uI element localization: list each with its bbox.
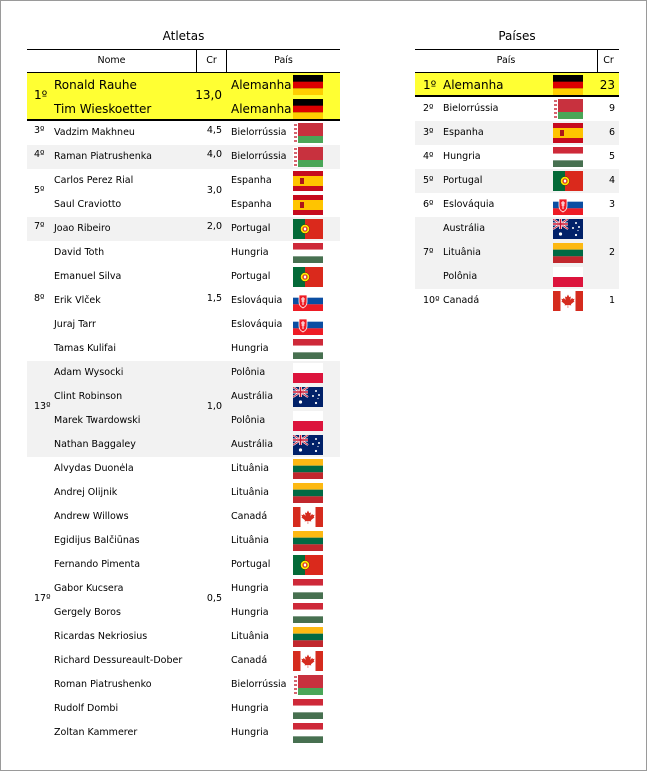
country-name: Portugal [443, 175, 483, 186]
country-name: Portugal [231, 271, 271, 282]
rank-label: 17º [34, 593, 51, 604]
header-pais: País [274, 55, 293, 66]
score-value: 9 [608, 103, 615, 114]
athlete-name: Ricardas Nekriosius [54, 631, 148, 642]
table-row [27, 169, 340, 193]
athlete-name: Adam Wysocki [54, 367, 124, 378]
table-row [415, 121, 619, 145]
country-name: Lituânia [443, 247, 481, 258]
table-row [27, 529, 340, 553]
athlete-name: Emanuel Silva [54, 271, 122, 282]
flag-sk-icon [293, 291, 323, 311]
flag-hu-icon [293, 579, 323, 599]
rank-label: 5º [34, 185, 45, 196]
country-name: Hungria [231, 607, 269, 618]
country-name: Polônia [231, 367, 266, 378]
flag-lt-icon [293, 483, 323, 503]
table-row [27, 481, 340, 505]
rank-label: 1º [34, 88, 48, 102]
flag-de-icon [293, 75, 323, 95]
country-name: Polônia [443, 271, 478, 282]
country-name: Espanha [231, 175, 272, 186]
country-group [415, 217, 619, 289]
athlete-name: Juraj Tarr [54, 319, 96, 330]
table-row [27, 697, 340, 721]
rank-label: 3º [34, 125, 45, 136]
flag-pl-icon [293, 411, 323, 431]
rank-label: 13º [34, 401, 51, 412]
flag-by-icon [293, 123, 323, 143]
flag-ca-icon [553, 291, 583, 311]
table-row [27, 361, 340, 385]
country-name: Portugal [231, 223, 271, 234]
flag-es-icon [293, 195, 323, 215]
country-name: Bielorrússia [231, 679, 287, 690]
table-row [415, 217, 619, 241]
rank-label: 6º [423, 199, 434, 210]
country-name: Bielorrússia [231, 127, 287, 138]
country-name: Austrália [231, 439, 274, 450]
flag-es-icon [553, 123, 583, 143]
country-name: Espanha [443, 127, 484, 138]
score-value: 1,5 [206, 293, 222, 304]
rank-label: 2º [423, 103, 434, 114]
rank-label: 4º [34, 149, 45, 160]
country-name: Espanha [231, 199, 272, 210]
athlete-name: Nathan Baggaley [54, 439, 136, 450]
country-name: Hungria [231, 727, 269, 738]
rank-label: 3º [423, 127, 434, 138]
flag-de-icon [293, 99, 323, 119]
athlete-name: Richard Dessureault-Dober [54, 655, 183, 666]
athlete-name: Andrew Willows [54, 511, 129, 522]
flag-pl-icon [293, 363, 323, 383]
flag-ca-icon [293, 507, 323, 527]
athlete-name: Andrej Olijnik [54, 487, 118, 498]
table-row [415, 241, 619, 265]
flag-by-icon [553, 99, 583, 119]
score-value: 4,0 [206, 149, 222, 160]
table-row [27, 217, 340, 241]
athlete-name: Roman Piatrushenko [54, 679, 152, 690]
country-name: Hungria [231, 583, 269, 594]
table-row [27, 433, 340, 457]
table-row [415, 193, 619, 217]
country-name: Bielorrússia [443, 103, 499, 114]
flag-by-icon [293, 147, 323, 167]
table-row [415, 73, 619, 97]
atletas-title: Atletas [162, 29, 205, 43]
table-row [27, 625, 340, 649]
score-value: 1,0 [206, 401, 222, 412]
header-pais: País [496, 55, 516, 66]
athlete-group [27, 361, 340, 457]
country-name: Hungria [231, 343, 269, 354]
country-group [415, 97, 619, 121]
athlete-name: David Toth [54, 247, 105, 258]
flag-pt-icon [293, 219, 323, 239]
flag-pt-icon [553, 171, 583, 191]
athlete-name: Raman Piatrushenka [54, 151, 152, 162]
country-name: Hungria [231, 247, 269, 258]
flag-hu-icon [293, 723, 323, 743]
flag-au-icon [293, 387, 323, 407]
country-group [415, 121, 619, 145]
athlete-name: Clint Robinson [54, 391, 123, 402]
athlete-name: Ronald Rauhe [54, 78, 137, 92]
athlete-group [27, 169, 340, 217]
flag-lt-icon [293, 459, 323, 479]
table-row [27, 289, 340, 313]
athlete-name: Marek Twardowski [54, 415, 141, 426]
country-name: Canadá [231, 655, 268, 666]
country-name: Hungria [231, 703, 269, 714]
score-value: 5 [608, 151, 615, 162]
table-row [27, 505, 340, 529]
country-name: Alemanha [231, 102, 292, 116]
flag-au-icon [553, 219, 583, 239]
header-nome: Nome [97, 55, 126, 66]
table-row [27, 721, 340, 745]
table-row [27, 649, 340, 673]
table-row [27, 601, 340, 625]
score-value: 23 [599, 78, 615, 92]
country-name: Eslováquia [443, 199, 495, 210]
athlete-name: Gergely Boros [54, 607, 121, 618]
athlete-group [27, 73, 340, 121]
athlete-group [27, 121, 340, 145]
flag-au-icon [293, 435, 323, 455]
header-cr: Cr [603, 55, 614, 66]
flag-de-icon [553, 75, 583, 95]
flag-hu-icon [293, 339, 323, 359]
athlete-name: Carlos Perez Rial [54, 175, 134, 186]
table-row [27, 241, 340, 265]
table-row [27, 73, 340, 97]
country-name: Austrália [443, 223, 486, 234]
paises-title: Países [498, 29, 536, 43]
athlete-name: Saul Craviotto [54, 199, 122, 210]
table-row [415, 145, 619, 169]
country-group [415, 169, 619, 193]
score-value: 0,5 [206, 593, 222, 604]
athlete-group [27, 145, 340, 169]
flag-hu-icon [293, 699, 323, 719]
athlete-name: Tamas Kulifai [54, 343, 116, 354]
country-name: Hungria [443, 151, 481, 162]
table-row [415, 265, 619, 289]
country-name: Eslováquia [231, 295, 283, 306]
country-name: Canadá [231, 511, 268, 522]
table-row [27, 265, 340, 289]
flag-by-icon [293, 675, 323, 695]
table-row [27, 121, 340, 145]
athlete-group [27, 217, 340, 241]
athlete-name: Tim Wieskoetter [54, 102, 152, 116]
score-value: 6 [608, 127, 615, 138]
flag-pl-icon [553, 267, 583, 287]
athlete-name: Alvydas Duonėla [54, 463, 134, 474]
athlete-name: Zoltan Kammerer [54, 727, 138, 738]
country-name: Lituânia [231, 487, 269, 498]
table-row [27, 313, 340, 337]
table-row [27, 97, 340, 121]
country-name: Portugal [231, 559, 271, 570]
flag-ca-icon [293, 651, 323, 671]
country-name: Alemanha [231, 78, 292, 92]
header-cr: Cr [206, 55, 217, 66]
table-row [27, 409, 340, 433]
paises-header [415, 49, 619, 73]
country-name: Austrália [231, 391, 274, 402]
table-row [27, 193, 340, 217]
country-name: Alemanha [443, 78, 504, 92]
flag-lt-icon [293, 627, 323, 647]
score-value: 3,0 [206, 185, 222, 196]
flag-es-icon [293, 171, 323, 191]
flag-pt-icon [293, 267, 323, 287]
country-name: Polônia [231, 415, 266, 426]
rank-label: 5º [423, 175, 434, 186]
rank-label: 4º [423, 151, 434, 162]
country-name: Eslováquia [231, 319, 283, 330]
country-group [415, 145, 619, 169]
atletas-header [27, 49, 340, 73]
flag-sk-icon [293, 315, 323, 335]
table-row [415, 97, 619, 121]
athlete-name: Egidijus Balčiūnas [54, 535, 140, 546]
athlete-name: Fernando Pimenta [54, 559, 141, 570]
table-row [27, 673, 340, 697]
score-value: 3 [608, 199, 615, 210]
country-group [415, 289, 619, 313]
country-name: Bielorrússia [231, 151, 287, 162]
athlete-group [27, 241, 340, 361]
score-value: 2,0 [206, 221, 222, 232]
table-row [27, 385, 340, 409]
rank-label: 10º [423, 295, 440, 306]
country-group [415, 73, 619, 97]
table-row [27, 337, 340, 361]
table-row [27, 577, 340, 601]
rank-label: 7º [423, 247, 434, 258]
athlete-name: Vadzim Makhneu [54, 127, 135, 138]
flag-lt-icon [293, 531, 323, 551]
score-value: 1 [608, 295, 615, 306]
country-name: Lituânia [231, 463, 269, 474]
athlete-name: Gabor Kucsera [54, 583, 124, 594]
rank-label: 8º [34, 293, 45, 304]
rank-label: 1º [423, 78, 437, 92]
flag-sk-icon [553, 195, 583, 215]
table-row [27, 553, 340, 577]
score-value: 2 [608, 247, 615, 258]
athlete-group [27, 457, 340, 745]
country-name: Canadá [443, 295, 480, 306]
score-value: 4 [608, 175, 615, 186]
flag-lt-icon [553, 243, 583, 263]
flag-hu-icon [293, 603, 323, 623]
table-row [415, 169, 619, 193]
table-row [415, 289, 619, 313]
table-row [27, 457, 340, 481]
athlete-name: Rudolf Dombi [54, 703, 119, 714]
flag-hu-icon [293, 243, 323, 263]
rank-label: 7º [34, 221, 45, 232]
score-value: 13,0 [195, 88, 222, 102]
country-name: Lituânia [231, 631, 269, 642]
athlete-name: Joao Ribeiro [54, 223, 111, 234]
athlete-name: Erik Vlček [54, 295, 101, 306]
score-value: 4,5 [206, 125, 222, 136]
table-row [27, 145, 340, 169]
flag-hu-icon [553, 147, 583, 167]
flag-pt-icon [293, 555, 323, 575]
country-group [415, 193, 619, 217]
country-name: Lituânia [231, 535, 269, 546]
